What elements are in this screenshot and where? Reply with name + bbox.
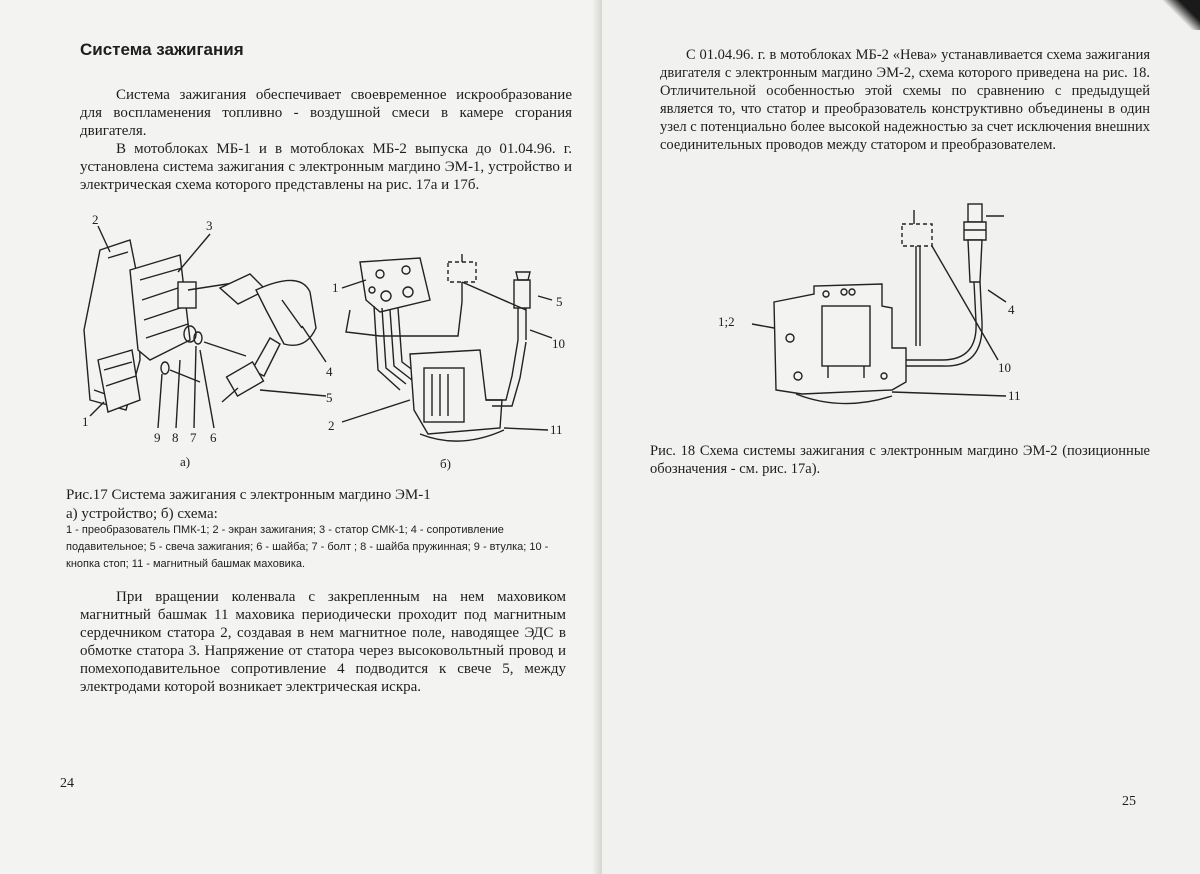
right-page	[602, 0, 1200, 874]
fig-a-label-9: 9	[154, 430, 161, 445]
page-number-left: 24	[60, 776, 74, 791]
figure-17-legend: 1 - преобразователь ПМК-1; 2 - экран зажигания; 3 - статор СМК-1; 4 - сопротивление подавительное; 5 - свеча зажигания; 6 - шайба; 7 - болт ; 8 - шайба пружинная; 9 - втулка; 10 - кнопка стоп; 11 - магнитный башмак маховика.	[66, 524, 549, 570]
fig-b-label-10: 10	[552, 336, 565, 351]
fig-a-label-7: 7	[190, 430, 197, 445]
fig-a-label-2: 2	[92, 212, 99, 227]
fig-a-label-5: 5	[326, 390, 333, 405]
intro-paragraph: Система зажигания обеспечивает своевременное искрообразование для воспламенения топливно - воздушной смеси в камере сгорания двигателя.	[80, 87, 572, 139]
figure-18-scheme	[718, 190, 1042, 420]
fig-b-label-5: 5	[556, 294, 563, 309]
fig-a-label-1: 1	[82, 414, 89, 429]
figure-17-caption-title: Рис.17 Система зажигания с электронным магдино ЭМ-1	[66, 487, 431, 503]
em2-paragraph: С 01.04.96. г. в мотоблоках МБ-2 «Нева» устанавливается схема зажигания двигателя с электронным магдино ЭМ-2, схема которого приведена на рис. 18. Отличительной особенностью этой схемы по сравнению с предыдущей является то, что статор и преобразователь конструктивно объединены в один узел с потенциально более высокой надежностью за счет исключения внешних соединительных проводов между статором и преобразователем.	[660, 47, 1150, 153]
figure-17a-drawing	[70, 210, 360, 470]
mb1-paragraph: В мотоблоках МБ-1 и в мотоблоках МБ-2 выпуска до 01.04.96. г. установлена система зажигания с электронным магдино ЭМ-1, устройство и электрическая схема которого представлены на рис. 17а и 17б.	[80, 141, 572, 193]
fig-b-label-1: 1	[332, 280, 339, 295]
section-heading: Система зажигания	[80, 40, 244, 59]
fig-a-label-3: 3	[206, 218, 213, 233]
fig18-label-11: 11	[1008, 388, 1021, 403]
page-number-right: 25	[1122, 794, 1136, 809]
fig-a-caption-letter: а)	[180, 454, 191, 469]
figure-17-caption-subtitle: а) устройство; б) схема:	[66, 506, 218, 522]
fig-b-label-2: 2	[328, 418, 335, 433]
fig-a-label-6: 6	[210, 430, 217, 445]
scan-corner-shadow	[1160, 0, 1200, 30]
fig18-label-10: 10	[998, 360, 1011, 375]
fig-a-label-4: 4	[326, 364, 333, 379]
fig-b-label-11: 11	[550, 422, 563, 437]
figure-18-caption: Рис. 18 Схема системы зажигания с электронным магдино ЭМ-2 (позиционные обозначения - см. рис. 17а).	[650, 443, 1150, 477]
left-page	[0, 0, 598, 874]
operation-paragraph: При вращении коленвала с закрепленным на нем маховиком магнитный башмак 11 маховика периодически проходит под магнитным сердечником статора 2, создавая в нем магнитное поле, наводящее ЭДС в обмотке статора 3. Напряжение от статора через высоковольтный провод и помехоподавительное сопротивление 4 подводится к свече 5, между электродами которой возникает электрическая искра.	[80, 589, 566, 695]
figure-17b-scheme	[320, 250, 580, 470]
fig18-label-1-2: 1;2	[718, 314, 735, 329]
fig-b-caption-letter: б)	[440, 456, 451, 471]
fig-a-label-8: 8	[172, 430, 179, 445]
fig18-label-4: 4	[1008, 302, 1015, 317]
